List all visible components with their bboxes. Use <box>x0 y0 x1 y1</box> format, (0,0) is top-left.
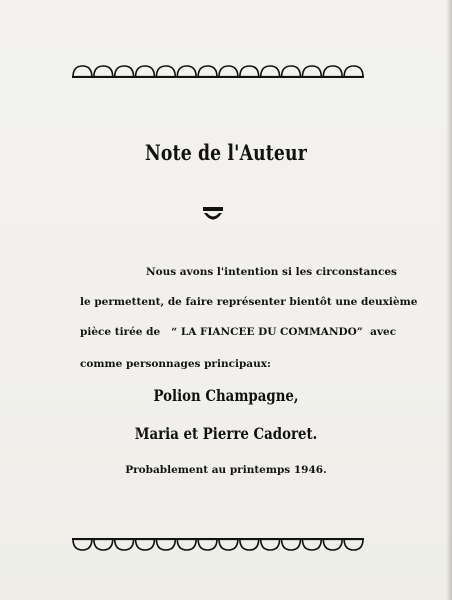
scallop-arc <box>240 539 259 550</box>
scallop-arc <box>94 66 113 77</box>
paragraph-text: avec <box>370 326 397 338</box>
scallop-arc <box>136 539 155 550</box>
character-name: Maria et Pierre Cadoret. <box>134 424 318 443</box>
scallop-arc <box>198 539 217 550</box>
scallop-arc <box>219 66 238 77</box>
scalloped-border-bottom <box>72 538 364 552</box>
page-title: Note de l'Auteur <box>145 140 307 165</box>
scallop-arc <box>198 66 217 77</box>
scallop-arc <box>323 539 342 550</box>
scallop-arc <box>261 539 280 550</box>
scallop-arc <box>240 66 259 77</box>
scallop-arc <box>73 66 92 77</box>
paragraph-line: le permettent, de faire représenter bientôt une deuxième <box>80 296 418 308</box>
scalloped-border-top <box>72 64 364 78</box>
scallop-arc <box>323 66 342 77</box>
scallop-arc <box>94 539 113 550</box>
scallop-arc <box>261 66 280 77</box>
paragraph-line <box>80 326 396 338</box>
scallop-arc <box>115 66 134 77</box>
scallop-arc <box>282 66 301 77</box>
character-name: Polion Champagne, <box>153 386 299 405</box>
paragraph-line: comme personnages principaux: <box>80 358 271 370</box>
scallop-arc <box>115 539 134 550</box>
scallop-arc <box>282 539 301 550</box>
paragraph-line: Nous avons l'intention si les circonstances <box>146 266 397 278</box>
scallop-arc <box>302 66 321 77</box>
scallop-arc <box>177 66 196 77</box>
scallop-arc <box>344 66 363 77</box>
scallop-arc <box>156 539 175 550</box>
paragraph-text: pièce tirée de <box>80 326 161 338</box>
scallop-arc <box>156 66 175 77</box>
page-edge-shadow <box>446 0 452 600</box>
quoted-title: “ LA FIANCEE DU COMMANDO” <box>171 326 363 338</box>
scallop-arc <box>302 539 321 550</box>
closing-date: Probablement au printemps 1946. <box>125 464 327 476</box>
scallop-arc <box>177 539 196 550</box>
scallop-arc <box>344 539 363 550</box>
scallop-arc <box>136 66 155 77</box>
scallop-arc <box>73 539 92 550</box>
ornament-icon <box>201 206 225 226</box>
scallop-arc <box>219 539 238 550</box>
